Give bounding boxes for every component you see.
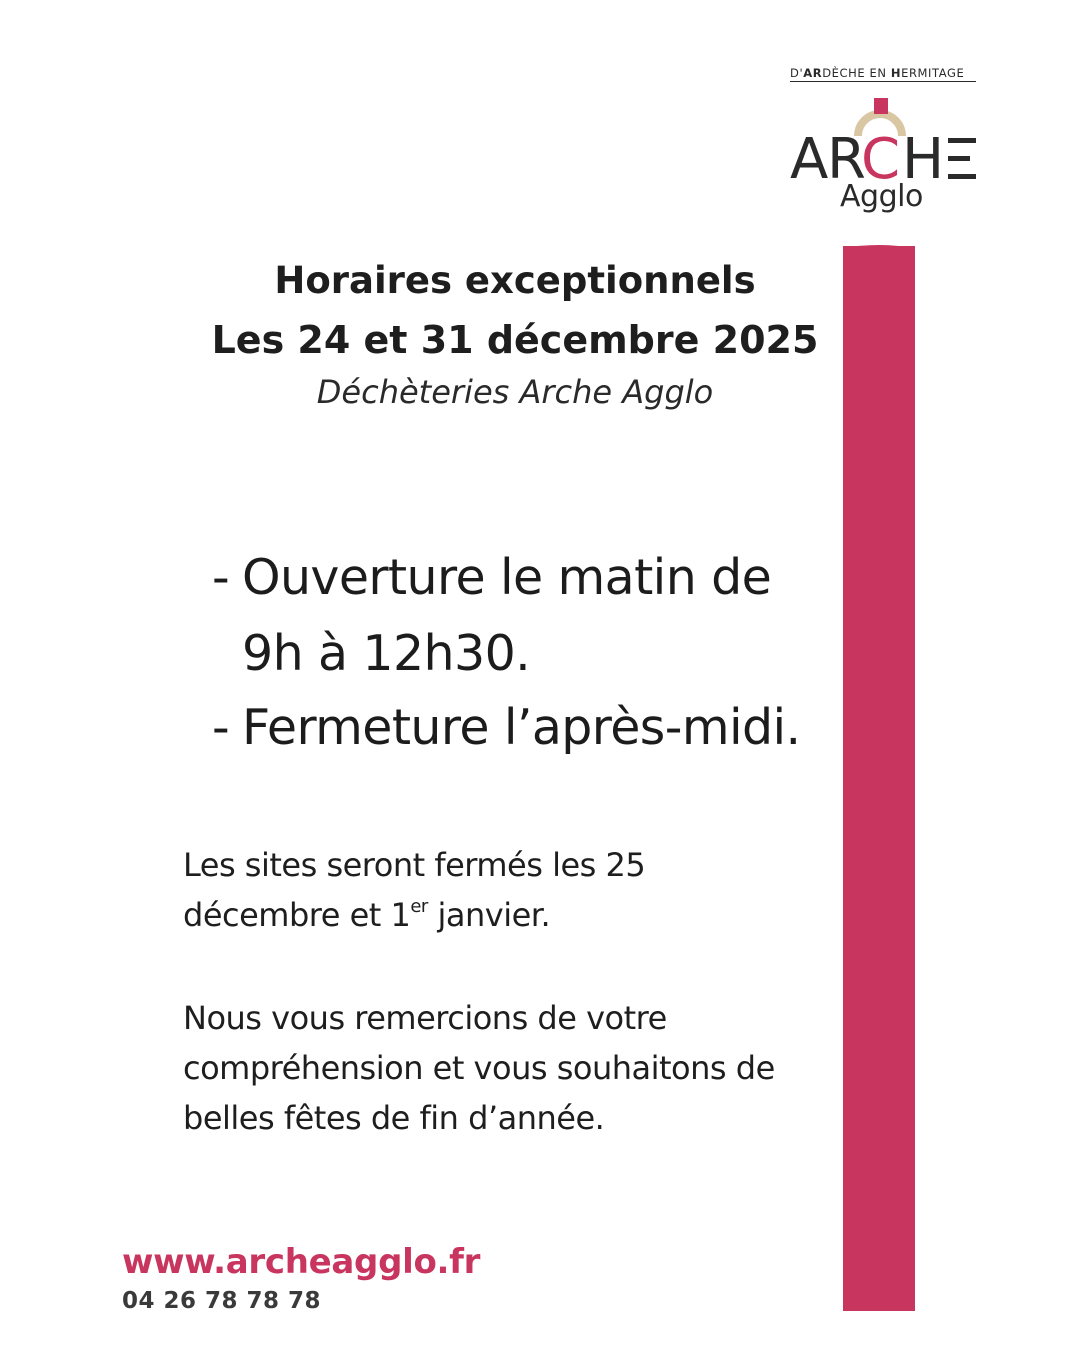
dates-heading: Les 24 et 31 décembre 2025 <box>211 318 819 362</box>
logo-letter-a: A <box>790 127 829 189</box>
website-link[interactable]: www.archeagglo.fr <box>122 1242 481 1282</box>
logo-letter-h: H <box>902 127 945 189</box>
logo-letter-r: R <box>827 127 866 189</box>
list-dash: - <box>212 699 230 756</box>
list-dash: - <box>212 549 230 606</box>
closure-line-1: Les sites seront fermés les 25 <box>183 846 646 884</box>
logo-letter-e <box>948 138 976 179</box>
page-title: Horaires exceptionnels <box>274 259 756 302</box>
opening-line-2: 9h à 12h30. <box>242 625 531 682</box>
logo-subname: Agglo <box>840 179 923 214</box>
logo-wordmark <box>770 94 990 189</box>
logo-tagline: D'ARDÈCHE EN HERMITAGE <box>790 67 976 82</box>
thanks-paragraph <box>183 993 833 1143</box>
phone-number: 04 26 78 78 78 <box>122 1288 322 1314</box>
list-item-closing <box>212 690 800 766</box>
logo-emblem-block <box>874 98 888 114</box>
thanks-line-3: belles fêtes de fin d’année. <box>183 1099 605 1137</box>
arche-agglo-logo <box>770 62 990 222</box>
opening-line-1: Ouverture le matin de <box>242 549 772 606</box>
subtitle: Déchèteries Arche Agglo <box>316 373 714 411</box>
closing-line: Fermeture l’après-midi. <box>242 699 801 756</box>
closure-notice <box>183 840 833 940</box>
thanks-line-2: compréhension et vous souhaitons de <box>183 1049 775 1087</box>
list-item-opening <box>212 540 771 692</box>
thanks-line-1: Nous vous remercions de votre <box>183 999 667 1037</box>
ordinal-superscript: er <box>410 896 428 918</box>
closure-line-2: décembre et 1er janvier. <box>183 896 551 934</box>
logo-letter-c: C <box>861 127 901 189</box>
